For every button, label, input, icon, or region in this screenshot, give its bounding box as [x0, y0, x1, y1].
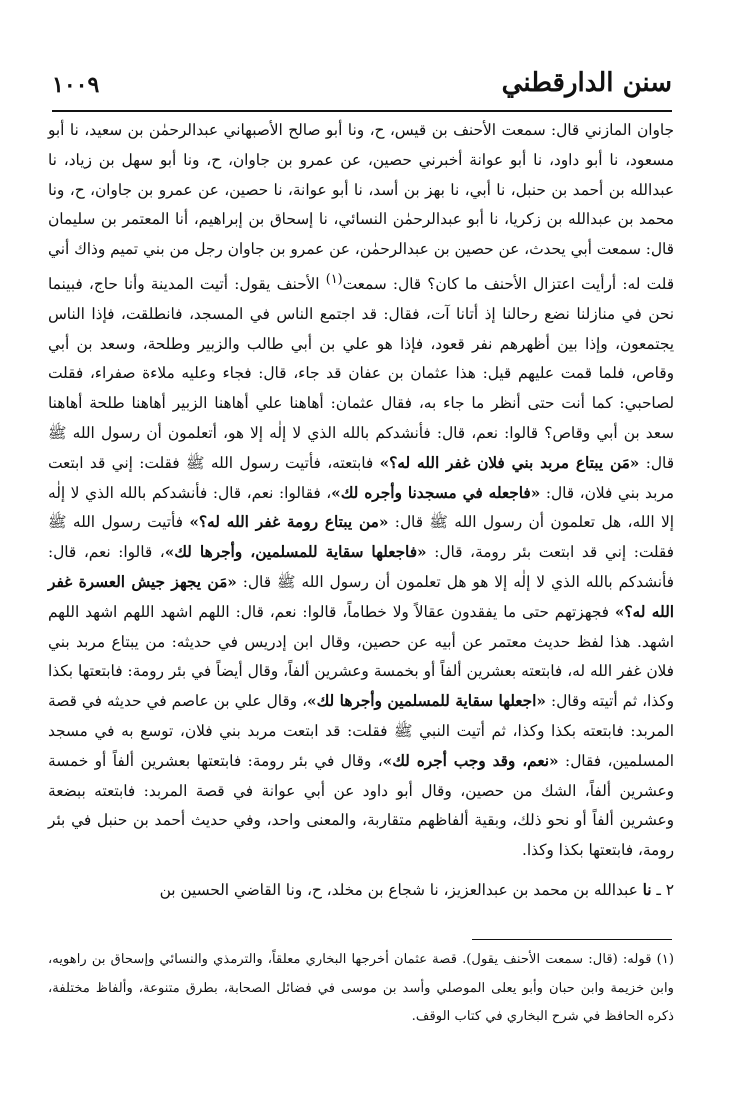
quote-bold: «مَن يبتاع مربد بني فلان غفر الله له؟» [379, 453, 640, 472]
hadith-number: ٢ ـ [651, 881, 674, 900]
chain-start-bold: نا [642, 881, 652, 900]
text-segment: ، وقال علي بن عاصم في حديثه في قصة المربد: فابتعته بكذا وكذا، ثم أتيت النبي ﷺ فقلت: قد ابتعت مربد بني فلان، توسع به في مسجد المسلمين، فقال: [48, 692, 674, 770]
footnote-rule [472, 939, 672, 940]
text-segment: فابتعته، فأتيت رسول الله ﷺ فقلت: إني قد ابتعت مربد بني فلان، قال: [48, 453, 674, 502]
header-rule [52, 110, 672, 112]
text-segment: ، قالوا: نعم، قال: فأنشدكم بالله الذي لا إلٰه إلا هو هل تعلمون أن رسول الله ﷺ قال: [48, 543, 674, 592]
quote-bold: «فاجعله في مسجدنا وأجره لك» [331, 483, 541, 502]
text-segment: عبدالله بن محمد بن عبدالعزيز، نا شجاع بن مخلد، ح، ونا القاضي الحسين بن [159, 881, 643, 900]
text-segment: الأحنف يقول: أتيت المدينة وأنا حاج، فبينما نحن في منازلنا نضع رحالنا إذ أتانا آت، فقال: قد اجتمع الناس في المسجد، فانطلقت، فإذا الناس يجتمعون، وإذا بين أظهرهم نفر قعود، فإذا هو علي بن أبي طالب والزبير وطلحة، وسعد بن أبي وقاص، فلما قمت عليهم قيل: هذا عثمان بن عفان قد جاء، قال: فجاء وعليه ملاءة صفراء، فقلت لصاحبي: كما أنت حتى أنظر ما جاء به، فقال عثمان: أهاهنا علي أهاهنا الزبير أهاهنا طلحة أهاهنا سعد بن أبي وقاص؟ قالوا: نعم، قال: فأنشدكم بالله الذي لا إلٰه إلا هو، أتعلمون أن رسول الله ﷺ قال: [48, 275, 675, 472]
footnote-paragraph [48, 946, 674, 1032]
quote-bold: «من يبتاع رومة غفر الله له؟» [189, 513, 389, 532]
quote-bold: «اجعلها سقاية للمسلمين وأجرها لك» [307, 692, 546, 711]
footnote-text: قوله: (قال: سمعت الأحنف يقول). قصة عثمان أخرجها البخاري معلقاً، والترمذي والنسائي وإسحاق بن راهويه، وابن خزيمة وابن حبان وأبو يعلى الموصلي وأسد بن موسى في فضائل الصحابة، بطرق متنوعة، وألفاظ مختلفة، ذكره الحافظ في شرح البخاري في كتاب الوقف. [48, 952, 674, 1024]
text-segment: جاوان المازني قال: سمعت الأحنف بن قيس، ح، ونا أبو صالح الأصبهاني عبدالرحمٰن بن سعيد، نا أبو مسعود، نا أبو داود، نا أبو عوانة أخبرني حصين، عن عمرو بن جاوان، ح، ونا أبو سهل بن زياد، نا عبدالله بن أحمد بن حنبل، نا أبي، نا بهز بن أسد، نا أبو عوانة، نا حصين، عن عمرو بن جاوان، ح، ونا محمد بن عبدالله بن زكريا، نا أبو عبدالرحمٰن النسائي، نا إسحاق بن إبراهيم، أنا المعتمر بن سليمان قال: سمعت أبي يحدث، عن حصين بن عبدالرحمٰن، عن عمرو بن جاوان رجل من بني تميم وذاك أني قلت له: أرأيت اعتزال الأحنف ما كان؟ قال: سمعت [48, 121, 675, 294]
text-segment: فجهزتهم حتى ما يفقدون عقالاً ولا خطاماً، قالوا: نعم، قال: اللهم اشهد اللهم اشهد اللهم اشهد. هذا لفظ حديث معتمر عن أبيه عن حصين، وقال ابن إدريس في حديثه: من يبتاع مربد بني فلان غفر الله له، فابتعته بعشرين ألفاً أو بخمسة وعشرين ألفاً، وقال أيضاً في بئر رومة: فابتعتها بكذا وكذا، ثم أتيته وقال: [48, 602, 675, 711]
page-header [52, 68, 672, 108]
footnote [48, 946, 674, 1032]
running-title: سنن الدارقطني [501, 68, 672, 98]
footnote-ref: (١) [325, 271, 343, 287]
quote-bold: «نعم، وقد وجب أجره لك» [382, 751, 559, 770]
hadith-1-paragraph [48, 116, 674, 866]
text-segment: ، فقالوا: نعم، قال: فأنشدكم بالله الذي لا إلٰه إلا الله، هل تعلمون أن رسول الله ﷺ قال: [48, 483, 674, 532]
footnote-marker: (١) [656, 952, 674, 967]
body-text [48, 116, 674, 906]
text-segment: ، وقال في بئر رومة: فابتعتها بعشرين ألفاً أو خمسة وعشرين ألفاً، الشك من حصين، وقال أبو داود عن أبي عوانة في قصة المربد: فابتعته ببضعة وعشرين ألفاً أو نحو ذلك، وبقية ألفاظهم متقاربة، والمعنى واحد، وفي حديث أحمد بن حنبل في بئر رومة، فابتعتها بكذا وكذا. [48, 751, 674, 860]
text-segment: فأتيت رسول الله ﷺ فقلت: إني قد ابتعت بئر رومة، قال: [48, 513, 674, 562]
page-number: ١٠٠٩ [52, 72, 100, 98]
quote-bold: «فاجعلها سقاية للمسلمين، وأجرها لك» [164, 543, 427, 562]
hadith-2-paragraph [48, 876, 674, 906]
quote-bold: «مَن يجهز جيش العسرة غفر الله له؟» [48, 573, 674, 621]
